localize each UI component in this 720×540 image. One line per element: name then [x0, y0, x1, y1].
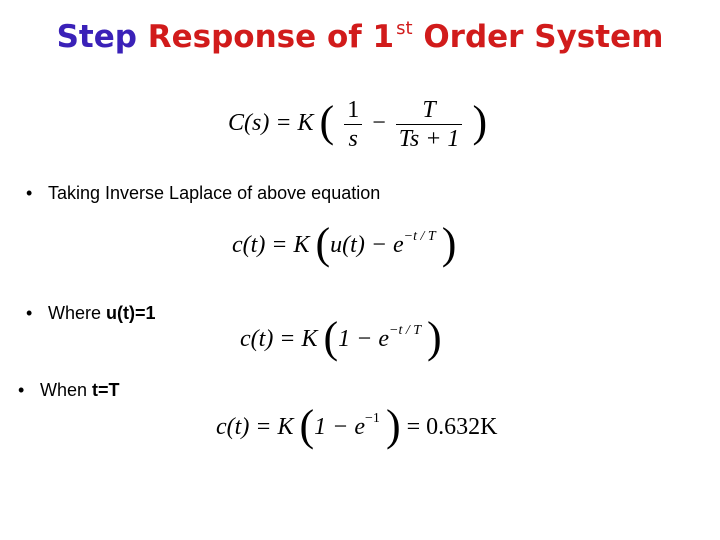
eq4-lhs: c(t) = K — [216, 414, 294, 440]
eq4-mid: 1 − e — [314, 414, 366, 440]
bullet-dot: • — [18, 380, 25, 400]
equation-unit-step — [240, 313, 442, 362]
eq1-frac1-num: 1 — [347, 97, 360, 123]
bullet-when-t — [18, 380, 120, 401]
bullet-dot: • — [26, 183, 33, 203]
eq4-close-paren: ) — [385, 401, 401, 450]
eq1-lhs: C(s) = K — [228, 110, 314, 137]
eq3-mid: 1 − e — [338, 326, 390, 352]
bullet-bold: u(t)=1 — [106, 303, 156, 323]
eq4-exponent: −1 — [365, 411, 380, 426]
title-word-order-system: Order System — [423, 19, 664, 55]
title-superscript: st — [396, 18, 413, 39]
eq2-exponent: −t / T — [403, 229, 436, 244]
eq1-close-paren: ) — [472, 97, 488, 147]
eq3-open-paren: ( — [323, 313, 339, 362]
title-word-step: Step — [56, 19, 137, 55]
eq1-open-paren: ( — [319, 97, 335, 147]
eq2-open-paren: ( — [315, 219, 331, 268]
equation-time-response — [232, 219, 457, 268]
eq3-close-paren: ) — [427, 313, 442, 362]
eq4-rhs: = 0.632K — [406, 414, 498, 440]
bullet-text: Where — [48, 303, 107, 323]
bullet-inverse-laplace — [26, 183, 380, 204]
bullet-where-u — [26, 303, 156, 324]
eq3-lhs: c(t) = K — [240, 326, 318, 352]
eq2-close-paren: ) — [441, 219, 457, 268]
eq1-fraction-2 — [396, 96, 463, 153]
bullet-text: Taking Inverse Laplace of above equation — [48, 183, 381, 203]
eq2-mid: u(t) − e — [330, 232, 404, 258]
eq1-frac2-den: Ts + 1 — [396, 124, 463, 153]
bullet-dot: • — [26, 303, 33, 323]
eq2-lhs: c(t) = K — [232, 232, 310, 258]
eq4-open-paren: ( — [299, 401, 315, 450]
page-title — [0, 18, 720, 55]
title-word-response: Response of 1 — [147, 19, 395, 55]
equation-at-time-constant — [216, 401, 498, 450]
equation-transfer — [228, 96, 487, 153]
eq1-fraction-1 — [344, 96, 362, 153]
eq1-minus: − — [372, 110, 386, 137]
eq1-frac2-num: T — [422, 97, 436, 123]
eq3-exponent: −t / T — [389, 323, 422, 338]
bullet-text: When — [40, 380, 93, 400]
bullet-bold: t=T — [92, 380, 120, 400]
eq1-frac1-den: s — [344, 124, 362, 153]
